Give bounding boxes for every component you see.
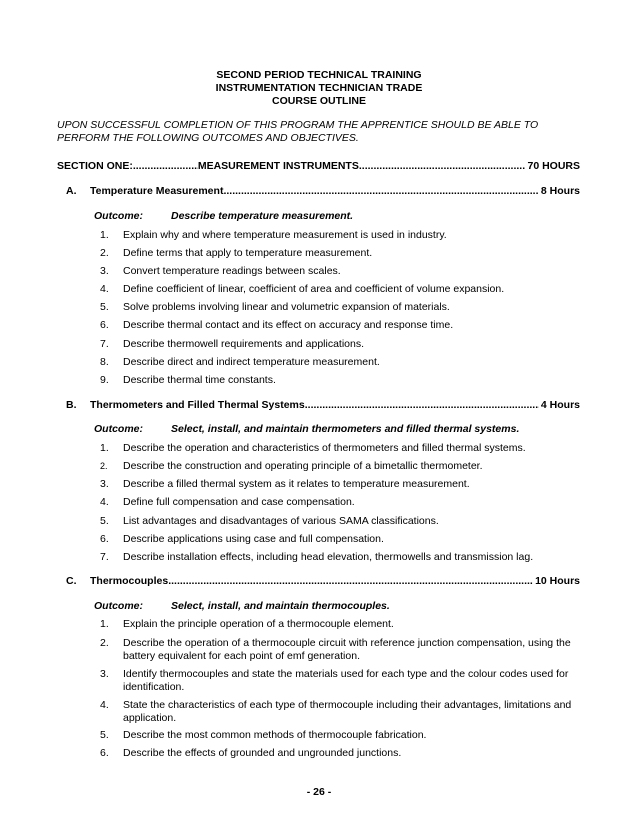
subsection-a-title: Temperature Measurement (90, 185, 224, 197)
subsection-c-title: Thermocouples (90, 575, 169, 587)
subsection-c-heading (90, 575, 580, 587)
page-number: - 26 - (306, 786, 332, 798)
subsection-b-title: Thermometers and Filled Thermal Systems (90, 399, 305, 411)
subsection-b-letter: B. (66, 399, 77, 411)
header-line-3: COURSE OUTLINE (272, 95, 366, 107)
subsection-a-hours: 8 Hours (540, 185, 580, 197)
section-label: SECTION ONE: (57, 160, 133, 172)
outcome-text: Select, install, and maintain thermometers and filled thermal systems. (171, 423, 520, 435)
section-hours: 70 HOURS (527, 160, 580, 172)
section-heading (57, 160, 580, 172)
subsection-b-heading (90, 399, 580, 411)
section-title: MEASUREMENT INSTRUMENTS (197, 160, 359, 172)
document-page: SECOND PERIOD TECHNICAL TRAINING INSTRUMENTATION TECHNICIAN TRADE COURSE OUTLINE UPON SUCCESSFUL COMPLETION OF THIS PROGRAM THE APPRENTICE SHOULD BE ABLE TO PERFORM THE FOLLOWING OUTCOMES AND OBJECTIVES. SECTION ONE: ..... MEASUREMENT INSTRUMENTS ..... 70 HOURS A. Temperature Measurement ..... 8 Hours Outcome: Describe temperature measurement. 1. Explain why and where temperature measurement is used in industry. 2. Define terms that apply to temperature measurement. 3. Convert temperature readings between scales. 4. Define coefficient of linear, coefficient of area and coefficient of volume expansion. 5. Solve problems involving linear and volumetric expansion of materials. 6. Describe thermal contact and its effect on accuracy and response time. 7. Describe thermowell requirements and applications. 8. Describe direct and indirect temperature measurement. 9. Describe thermal time constants. B. Thermometers and Filled Thermal Systems ..... 4 Hours Outcome: Select, install, and maintain thermometers and filled thermal systems. 1. Describe the operation and characteristics of thermometers and filled thermal systems. 2. Describe the construction and operating principle of a bimetallic thermometer. 3. Describe a filled thermal system as it relates to temperature measurement. 4. Define full compensation and case compensation. 5. List advantages and disadvantages of various SAMA classifications. 6. Describe applications using case and full compensation. 7. Describe installation effects, including head elevation, thermowells and transmission lag. C. Thermocouples ..... 10 Hours Outcome: Select, install, and maintain thermocouples. 1. Explain the principle operation of a thermocouple element. 2. Describe the operation of a thermocouple circuit with reference junction compensation, using the battery equivalent for each point of emf generation. 3. Identify thermocouples and state the materials used for each type and the colour codes used for identification. 4. State the characteristics of each type of thermocouple including their advantages, limitations and application. 5. Describe the most common methods of thermocouple fabrication. 6. Describe the effects of grounded and ungrounded junctions. - 26 - (0, 0, 638, 826)
subsection-a-heading (90, 185, 580, 197)
header-line-2: INSTRUMENTATION TECHNICIAN TRADE (215, 82, 423, 94)
outcome-text: Describe temperature measurement. (171, 210, 354, 222)
subsection-c-letter: C. (66, 575, 77, 587)
header-line-1: SECOND PERIOD TECHNICAL TRAINING (216, 69, 422, 81)
subsection-a-letter: A. (66, 185, 77, 197)
outcome-label: Outcome: (94, 210, 144, 222)
subsection-c-hours: 10 Hours (535, 575, 580, 587)
outcome-label: Outcome: (94, 423, 144, 435)
outcome-label: Outcome: (94, 600, 144, 612)
outcome-text: Select, install, and maintain thermocouples. (171, 600, 390, 612)
intro-text: UPON SUCCESSFUL COMPLETION OF THIS PROGRAM THE APPRENTICE SHOULD BE ABLE TO PERFORM THE FOLLOWING OUTCOMES AND OBJECTIVES. (57, 119, 539, 144)
subsection-b-hours: 4 Hours (540, 399, 580, 411)
